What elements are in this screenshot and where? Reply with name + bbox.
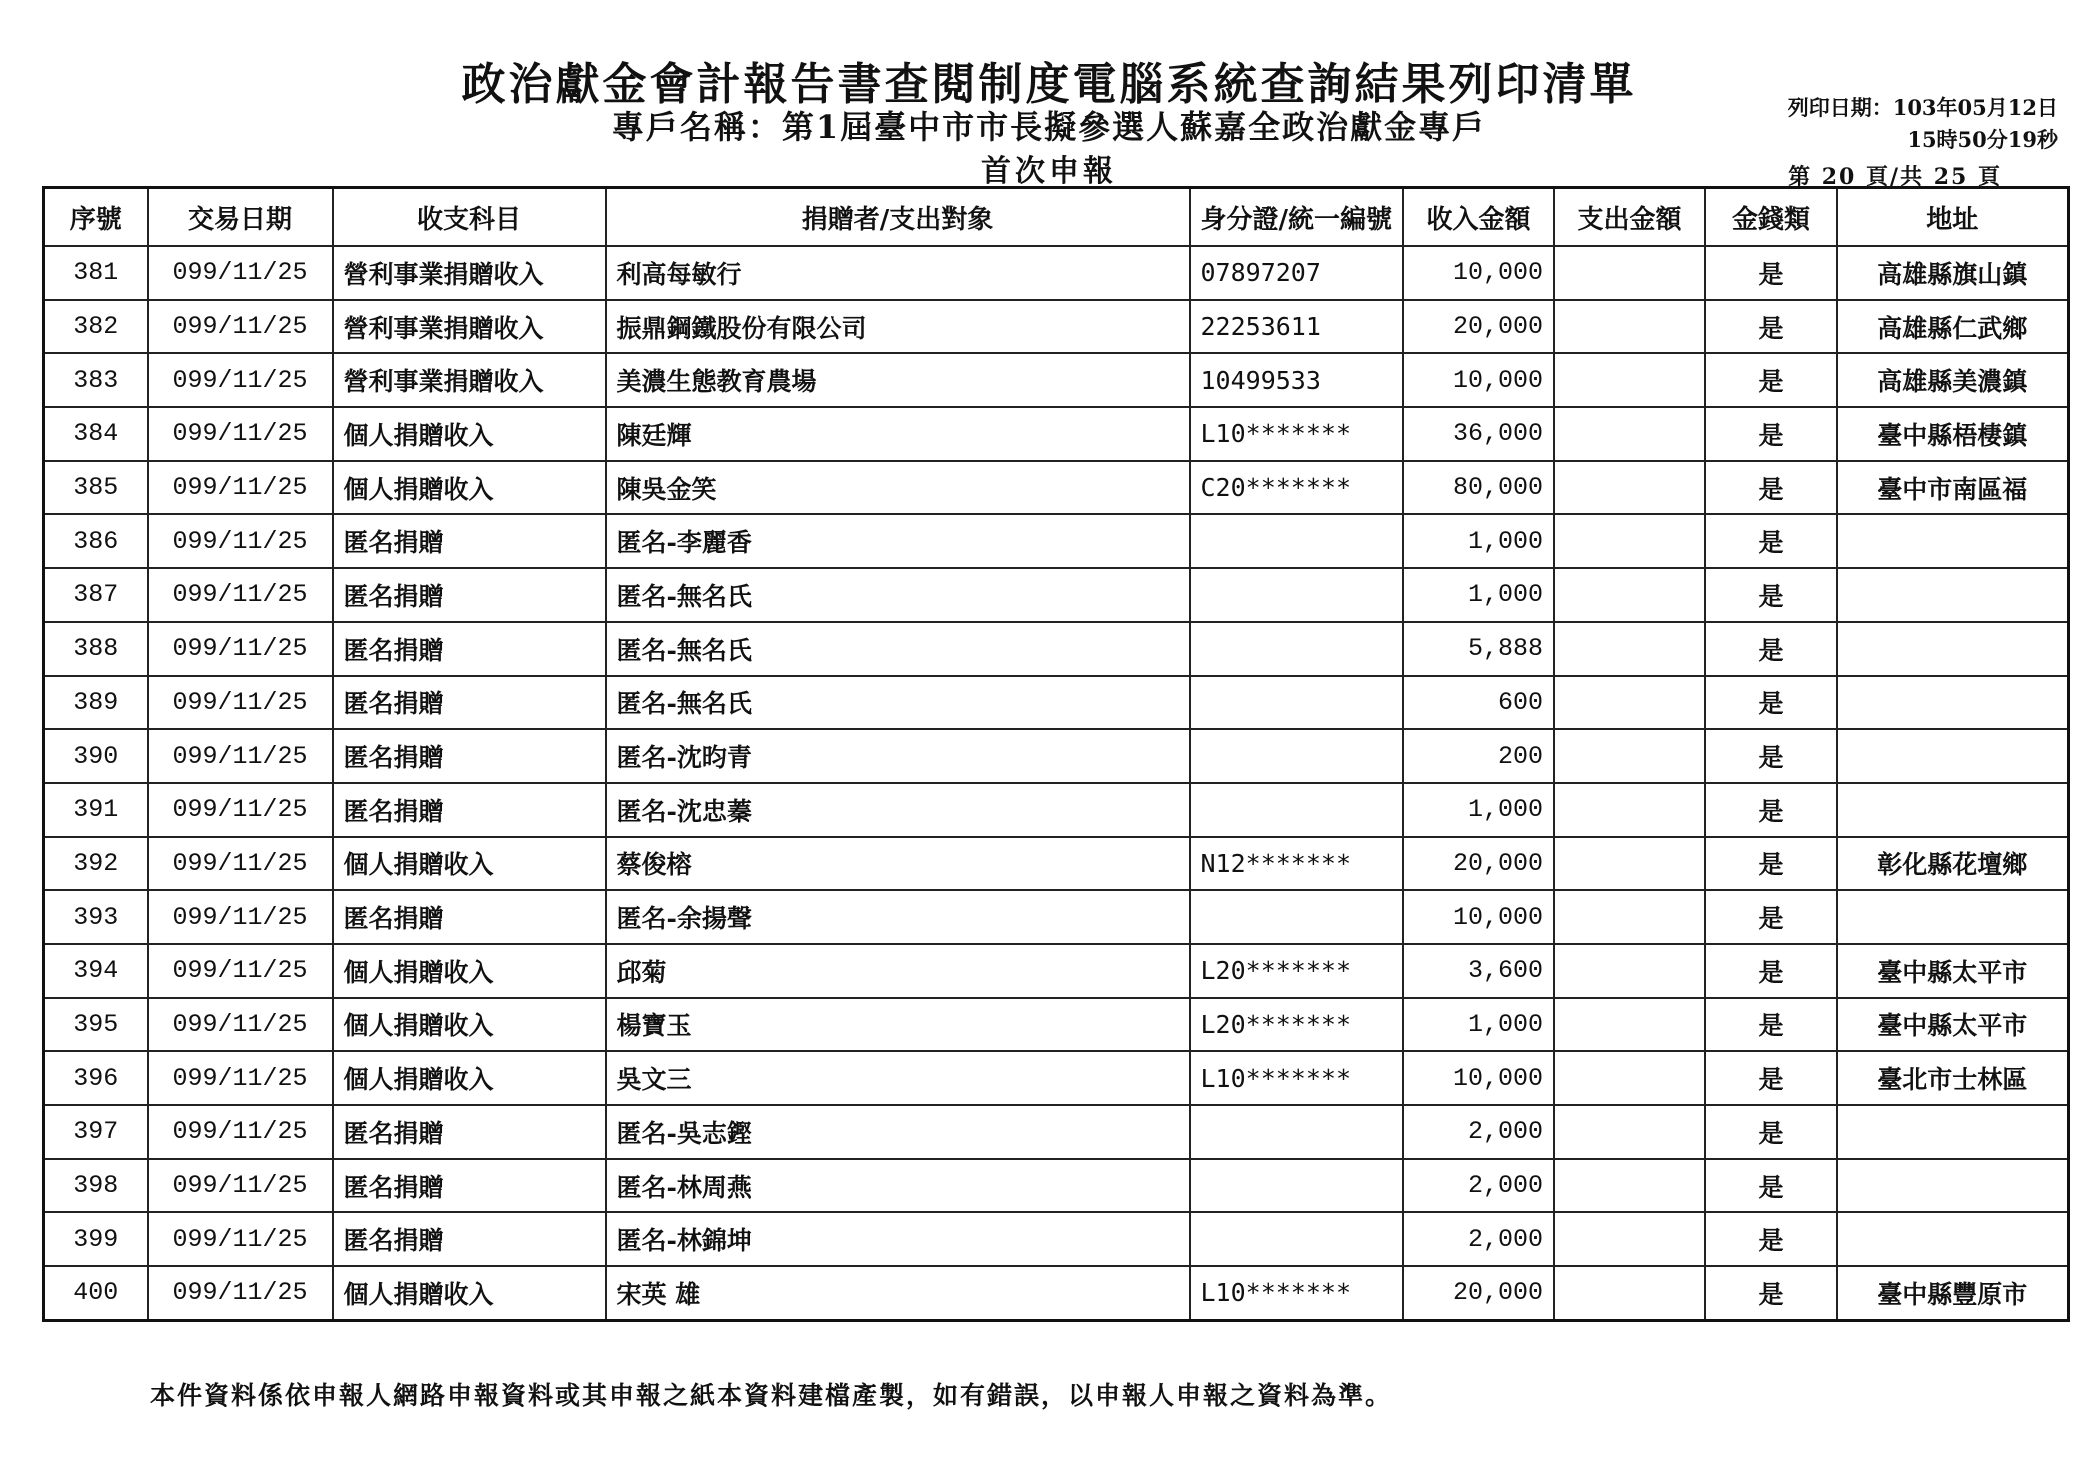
cell-donor: 匿名-吳志鏗 xyxy=(606,1105,1190,1159)
cell-cash: 是 xyxy=(1705,998,1837,1052)
cell-address: 高雄縣美濃鎮 xyxy=(1837,353,2068,407)
cell-donor: 匿名-無名氏 xyxy=(606,568,1190,622)
cell-donor: 匿名-無名氏 xyxy=(606,622,1190,676)
column-header-id: 身分證/統一編號 xyxy=(1190,188,1404,247)
cell-income: 20,000 xyxy=(1403,300,1554,354)
cell-no: 381 xyxy=(44,246,148,300)
cell-income: 2,000 xyxy=(1403,1105,1554,1159)
ledger-body xyxy=(44,246,2069,1320)
cell-date: 099/11/25 xyxy=(148,944,333,998)
cell-id: 22253611 xyxy=(1190,300,1404,354)
cell-cash: 是 xyxy=(1705,676,1837,730)
cell-no: 396 xyxy=(44,1051,148,1105)
cell-no: 400 xyxy=(44,1266,148,1320)
table-row xyxy=(44,1051,2069,1105)
table-row xyxy=(44,568,2069,622)
cell-donor: 楊寶玉 xyxy=(606,998,1190,1052)
cell-no: 389 xyxy=(44,676,148,730)
cell-income: 10,000 xyxy=(1403,246,1554,300)
cell-id xyxy=(1190,890,1404,944)
cell-id xyxy=(1190,1105,1404,1159)
column-header-address: 地址 xyxy=(1837,188,2068,247)
column-header-category: 收支科目 xyxy=(333,188,606,247)
table-header-row xyxy=(44,188,2069,247)
cell-id xyxy=(1190,514,1404,568)
cell-donor: 陳吳金笑 xyxy=(606,461,1190,515)
cell-date: 099/11/25 xyxy=(148,622,333,676)
cell-id: C20******* xyxy=(1190,461,1404,515)
cell-income: 3,600 xyxy=(1403,944,1554,998)
cell-address: 臺中縣豐原市 xyxy=(1837,1266,2068,1320)
cell-expense xyxy=(1554,837,1705,891)
cell-cash: 是 xyxy=(1705,300,1837,354)
column-header-donor: 捐贈者/支出對象 xyxy=(606,188,1190,247)
cell-id: L10******* xyxy=(1190,1051,1404,1105)
cell-address xyxy=(1837,622,2068,676)
cell-date: 099/11/25 xyxy=(148,837,333,891)
cell-expense xyxy=(1554,1159,1705,1213)
cell-address: 臺中縣太平市 xyxy=(1837,998,2068,1052)
cell-income: 80,000 xyxy=(1403,461,1554,515)
cell-date: 099/11/25 xyxy=(148,998,333,1052)
cell-date: 099/11/25 xyxy=(148,246,333,300)
cell-category: 匿名捐贈 xyxy=(333,1212,606,1266)
cell-donor: 振鼎鋼鐵股份有限公司 xyxy=(606,300,1190,354)
document-title: 政治獻金會計報告書查閱制度電腦系統查詢結果列印清單 xyxy=(461,59,1637,110)
print-date-line2: 15時50分19秒 xyxy=(1907,127,2058,152)
cell-category: 營利事業捐贈收入 xyxy=(333,246,606,300)
cell-no: 392 xyxy=(44,837,148,891)
cell-donor: 匿名-無名氏 xyxy=(606,676,1190,730)
cell-address xyxy=(1837,1159,2068,1213)
cell-income: 1,000 xyxy=(1403,514,1554,568)
cell-category: 個人捐贈收入 xyxy=(333,1266,606,1320)
cell-donor: 陳廷輝 xyxy=(606,407,1190,461)
account-name: 專戶名稱：第1屆臺中市市長擬參選人蘇嘉全政治獻金專戶 xyxy=(611,108,1487,146)
cell-donor: 匿名-余揚聲 xyxy=(606,890,1190,944)
cell-donor: 美濃生態教育農場 xyxy=(606,353,1190,407)
table-row xyxy=(44,246,2069,300)
cell-date: 099/11/25 xyxy=(148,1159,333,1213)
cell-cash: 是 xyxy=(1705,353,1837,407)
cell-no: 397 xyxy=(44,1105,148,1159)
cell-no: 388 xyxy=(44,622,148,676)
cell-id: 07897207 xyxy=(1190,246,1404,300)
cell-no: 382 xyxy=(44,300,148,354)
cell-address xyxy=(1837,1105,2068,1159)
cell-address: 臺中縣梧棲鎮 xyxy=(1837,407,2068,461)
cell-expense xyxy=(1554,998,1705,1052)
table-row xyxy=(44,1105,2069,1159)
column-header-expense: 支出金額 xyxy=(1554,188,1705,247)
cell-id xyxy=(1190,568,1404,622)
cell-category: 匿名捐贈 xyxy=(333,568,606,622)
cell-address xyxy=(1837,1212,2068,1266)
cell-donor: 吳文三 xyxy=(606,1051,1190,1105)
cell-no: 399 xyxy=(44,1212,148,1266)
cell-cash: 是 xyxy=(1705,246,1837,300)
cell-no: 385 xyxy=(44,461,148,515)
cell-cash: 是 xyxy=(1705,1212,1837,1266)
cell-date: 099/11/25 xyxy=(148,568,333,622)
cell-address: 高雄縣旗山鎮 xyxy=(1837,246,2068,300)
cell-cash: 是 xyxy=(1705,944,1837,998)
column-header-cash: 金錢類 xyxy=(1705,188,1837,247)
cell-address: 臺北市士林區 xyxy=(1837,1051,2068,1105)
cell-income: 10,000 xyxy=(1403,890,1554,944)
table-row xyxy=(44,837,2069,891)
cell-donor: 利高每敏行 xyxy=(606,246,1190,300)
cell-income: 20,000 xyxy=(1403,837,1554,891)
cell-cash: 是 xyxy=(1705,461,1837,515)
cell-income: 200 xyxy=(1403,729,1554,783)
cell-no: 394 xyxy=(44,944,148,998)
table-row xyxy=(44,783,2069,837)
cell-category: 匿名捐贈 xyxy=(333,1159,606,1213)
cell-category: 匿名捐贈 xyxy=(333,622,606,676)
cell-income: 1,000 xyxy=(1403,998,1554,1052)
cell-address xyxy=(1837,568,2068,622)
footer-note: 本件資料係依申報人網路申報資料或其申報之紙本資料建檔產製，如有錯誤，以申報人申報之資料為準。 xyxy=(150,1381,1393,1410)
cell-date: 099/11/25 xyxy=(148,407,333,461)
cell-address xyxy=(1837,729,2068,783)
cell-id: L20******* xyxy=(1190,998,1404,1052)
cell-date: 099/11/25 xyxy=(148,1105,333,1159)
cell-income: 1,000 xyxy=(1403,783,1554,837)
print-date xyxy=(1788,92,2058,156)
cell-income: 2,000 xyxy=(1403,1212,1554,1266)
cell-date: 099/11/25 xyxy=(148,783,333,837)
cell-income: 600 xyxy=(1403,676,1554,730)
cell-income: 1,000 xyxy=(1403,568,1554,622)
cell-cash: 是 xyxy=(1705,568,1837,622)
cell-category: 個人捐贈收入 xyxy=(333,461,606,515)
cell-expense xyxy=(1554,729,1705,783)
cell-date: 099/11/25 xyxy=(148,676,333,730)
cell-cash: 是 xyxy=(1705,622,1837,676)
cell-donor: 匿名-林錦坤 xyxy=(606,1212,1190,1266)
cell-date: 099/11/25 xyxy=(148,461,333,515)
cell-address xyxy=(1837,783,2068,837)
cell-id xyxy=(1190,1159,1404,1213)
cell-income: 20,000 xyxy=(1403,1266,1554,1320)
table-row xyxy=(44,944,2069,998)
cell-no: 391 xyxy=(44,783,148,837)
cell-date: 099/11/25 xyxy=(148,1051,333,1105)
table-row xyxy=(44,353,2069,407)
column-header-no: 序號 xyxy=(44,188,148,247)
table-row xyxy=(44,998,2069,1052)
cell-category: 個人捐贈收入 xyxy=(333,1051,606,1105)
cell-id xyxy=(1190,676,1404,730)
cell-id: L10******* xyxy=(1190,1266,1404,1320)
cell-expense xyxy=(1554,568,1705,622)
table-row xyxy=(44,729,2069,783)
cell-cash: 是 xyxy=(1705,514,1837,568)
cell-expense xyxy=(1554,622,1705,676)
cell-expense xyxy=(1554,783,1705,837)
cell-income: 10,000 xyxy=(1403,353,1554,407)
cell-category: 個人捐贈收入 xyxy=(333,837,606,891)
cell-category: 匿名捐贈 xyxy=(333,514,606,568)
cell-category: 個人捐贈收入 xyxy=(333,998,606,1052)
cell-cash: 是 xyxy=(1705,1159,1837,1213)
cell-id: 10499533 xyxy=(1190,353,1404,407)
cell-address: 彰化縣花壇鄉 xyxy=(1837,837,2068,891)
cell-date: 099/11/25 xyxy=(148,729,333,783)
table-row xyxy=(44,461,2069,515)
cell-expense xyxy=(1554,514,1705,568)
cell-no: 386 xyxy=(44,514,148,568)
table-row xyxy=(44,1212,2069,1266)
table-row xyxy=(44,622,2069,676)
column-header-income: 收入金額 xyxy=(1403,188,1554,247)
cell-address xyxy=(1837,890,2068,944)
page-number: 第 20 頁/共 25 頁 xyxy=(1788,164,2002,190)
cell-donor: 匿名-沈忠蓁 xyxy=(606,783,1190,837)
cell-income: 36,000 xyxy=(1403,407,1554,461)
cell-expense xyxy=(1554,944,1705,998)
cell-no: 390 xyxy=(44,729,148,783)
cell-expense xyxy=(1554,300,1705,354)
cell-expense xyxy=(1554,1266,1705,1320)
cell-address xyxy=(1837,514,2068,568)
table-row xyxy=(44,300,2069,354)
cell-category: 匿名捐贈 xyxy=(333,729,606,783)
cell-donor: 匿名-沈昀青 xyxy=(606,729,1190,783)
table-row xyxy=(44,407,2069,461)
cell-date: 099/11/25 xyxy=(148,514,333,568)
cell-id: L10******* xyxy=(1190,407,1404,461)
cell-date: 099/11/25 xyxy=(148,1212,333,1266)
cell-donor: 匿名-林周燕 xyxy=(606,1159,1190,1213)
table-row xyxy=(44,1266,2069,1320)
column-header-date: 交易日期 xyxy=(148,188,333,247)
print-date-line1: 列印日期：103年05月12日 xyxy=(1787,95,2058,120)
cell-income: 2,000 xyxy=(1403,1159,1554,1213)
cell-id xyxy=(1190,729,1404,783)
cell-date: 099/11/25 xyxy=(148,300,333,354)
cell-no: 383 xyxy=(44,353,148,407)
cell-category: 個人捐贈收入 xyxy=(333,944,606,998)
cell-category: 匿名捐贈 xyxy=(333,676,606,730)
cell-category: 匿名捐贈 xyxy=(333,890,606,944)
cell-cash: 是 xyxy=(1705,407,1837,461)
cell-expense xyxy=(1554,676,1705,730)
cell-cash: 是 xyxy=(1705,729,1837,783)
cell-category: 營利事業捐贈收入 xyxy=(333,300,606,354)
cell-category: 營利事業捐贈收入 xyxy=(333,353,606,407)
cell-cash: 是 xyxy=(1705,1266,1837,1320)
table-row xyxy=(44,890,2069,944)
cell-expense xyxy=(1554,353,1705,407)
cell-no: 398 xyxy=(44,1159,148,1213)
cell-income: 10,000 xyxy=(1403,1051,1554,1105)
cell-expense xyxy=(1554,1212,1705,1266)
cell-address xyxy=(1837,676,2068,730)
cell-income: 5,888 xyxy=(1403,622,1554,676)
cell-expense xyxy=(1554,407,1705,461)
cell-donor: 匿名-李麗香 xyxy=(606,514,1190,568)
cell-donor: 宋英 雄 xyxy=(606,1266,1190,1320)
cell-date: 099/11/25 xyxy=(148,890,333,944)
cell-donor: 邱菊 xyxy=(606,944,1190,998)
cell-date: 099/11/25 xyxy=(148,1266,333,1320)
cell-category: 匿名捐贈 xyxy=(333,1105,606,1159)
cell-id: N12******* xyxy=(1190,837,1404,891)
cell-address: 臺中縣太平市 xyxy=(1837,944,2068,998)
cell-category: 個人捐贈收入 xyxy=(333,407,606,461)
cell-address: 臺中市南區福 xyxy=(1837,461,2068,515)
cell-cash: 是 xyxy=(1705,837,1837,891)
table-row xyxy=(44,514,2069,568)
cell-expense xyxy=(1554,246,1705,300)
cell-cash: 是 xyxy=(1705,1051,1837,1105)
cell-expense xyxy=(1554,890,1705,944)
cell-no: 393 xyxy=(44,890,148,944)
cell-no: 384 xyxy=(44,407,148,461)
cell-cash: 是 xyxy=(1705,890,1837,944)
cell-date: 099/11/25 xyxy=(148,353,333,407)
table-row xyxy=(44,676,2069,730)
cell-expense xyxy=(1554,461,1705,515)
ledger-table xyxy=(42,186,2070,1322)
cell-expense xyxy=(1554,1105,1705,1159)
cell-id xyxy=(1190,622,1404,676)
cell-category: 匿名捐贈 xyxy=(333,783,606,837)
cell-donor: 蔡俊榕 xyxy=(606,837,1190,891)
cell-address: 高雄縣仁武鄉 xyxy=(1837,300,2068,354)
report-type: 首次申報 xyxy=(981,154,1117,189)
cell-id xyxy=(1190,1212,1404,1266)
cell-expense xyxy=(1554,1051,1705,1105)
cell-cash: 是 xyxy=(1705,783,1837,837)
cell-id: L20******* xyxy=(1190,944,1404,998)
table-row xyxy=(44,1159,2069,1213)
cell-no: 395 xyxy=(44,998,148,1052)
cell-no: 387 xyxy=(44,568,148,622)
cell-id xyxy=(1190,783,1404,837)
cell-cash: 是 xyxy=(1705,1105,1837,1159)
